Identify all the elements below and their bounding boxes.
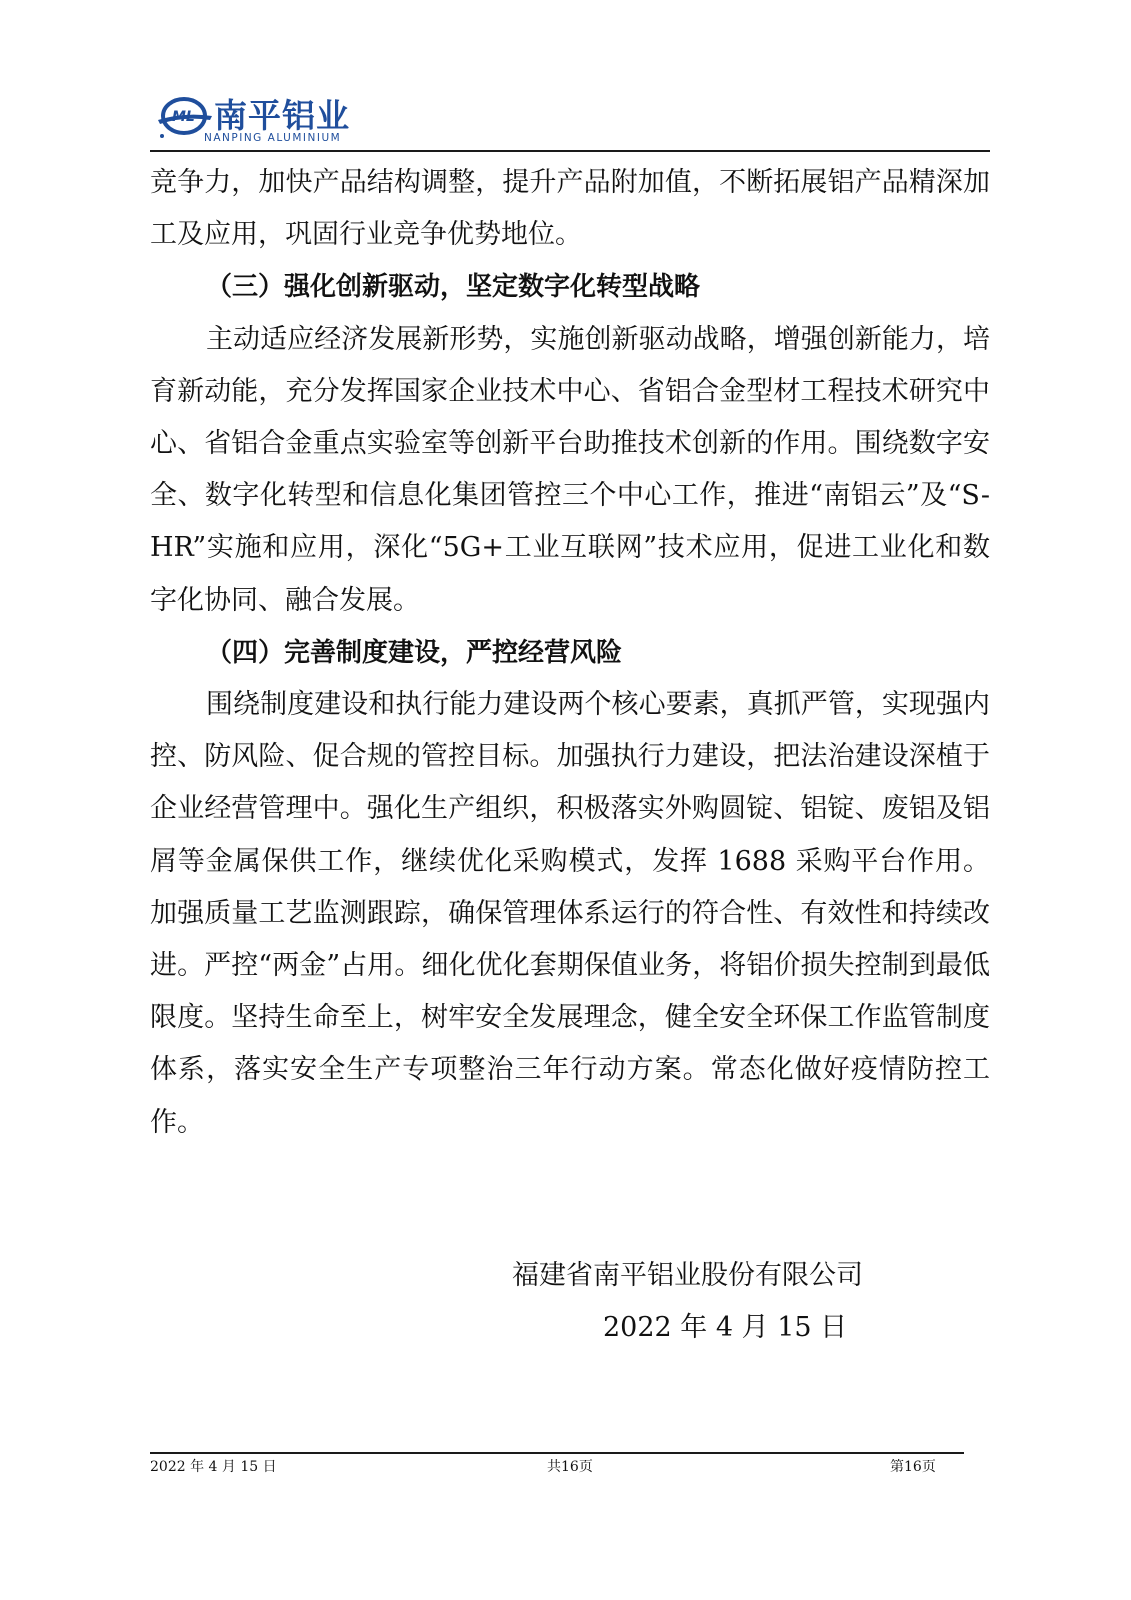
paragraph-innovation: 主动适应经济发展新形势，实施创新驱动战略，增强创新能力，培育新动能，充分发挥国家企业技术中心、省铝合金型材工程技术研究中心、省铝合金重点实验室等创新平台助推技术创新的作用。围绕数字安全、数字化转型和信息化集团管控三个中心工作，推进“南铝云”及“S-HR”实施和应用，深化“5G+工业互联网”技术应用，促进工业化和数字化协同、融合发展。 bbox=[150, 323, 990, 616]
page-header bbox=[150, 92, 990, 152]
signature-company: 福建省南平铝业股份有限公司 bbox=[512, 1260, 863, 1291]
section-heading-3: （三）强化创新驱动，坚定数字化转型战略 bbox=[206, 272, 701, 303]
logo-english-name: NANPING ALUMINIUM bbox=[204, 132, 342, 144]
logo-mark-text: ML bbox=[172, 109, 195, 125]
logo-chinese-name: 南平铝业 bbox=[214, 96, 350, 135]
footer-divider bbox=[150, 1452, 964, 1454]
company-logo bbox=[156, 94, 376, 146]
paragraph-risk-control: 围绕制度建设和执行能力建设两个核心要素，真抓严管，实现强内控、防风险、促合规的管控目标。加强执行力建设，把法治建设深植于企业经营管理中。强化生产组织，积极落实外购圆锭、铝锭、废铝及铝屑等金属保供工作，继续优化采购模式，发挥 1688 采购平台作用。加强质量工艺监测跟踪，确保管理体系运行的符合性、有效性和持续改进。严控“两金”占用。细化优化套期保值业务，将铝价损失控制到最低限度。坚持生命至上，树牢安全发展理念，健全安全环保工作监管制度体系，落实安全生产专项整治三年行动方案。常态化做好疫情防控工作。 bbox=[150, 689, 990, 1138]
section-heading-4: （四）完善制度建设，严控经营风险 bbox=[206, 637, 623, 668]
document-body bbox=[150, 157, 990, 1149]
paragraph-continued: 竞争力，加快产品结构调整，提升产品附加值，不断拓展铝产品精深加工及应用，巩固行业竞争优势地位。 bbox=[150, 167, 990, 251]
footer-page-number: 第16页 bbox=[890, 1459, 936, 1475]
signature-date: 2022 年 4 月 15 日 bbox=[603, 1312, 848, 1343]
footer-total-pages: 共16页 bbox=[547, 1459, 593, 1475]
footer-date: 2022 年 4 月 15 日 bbox=[150, 1459, 277, 1475]
